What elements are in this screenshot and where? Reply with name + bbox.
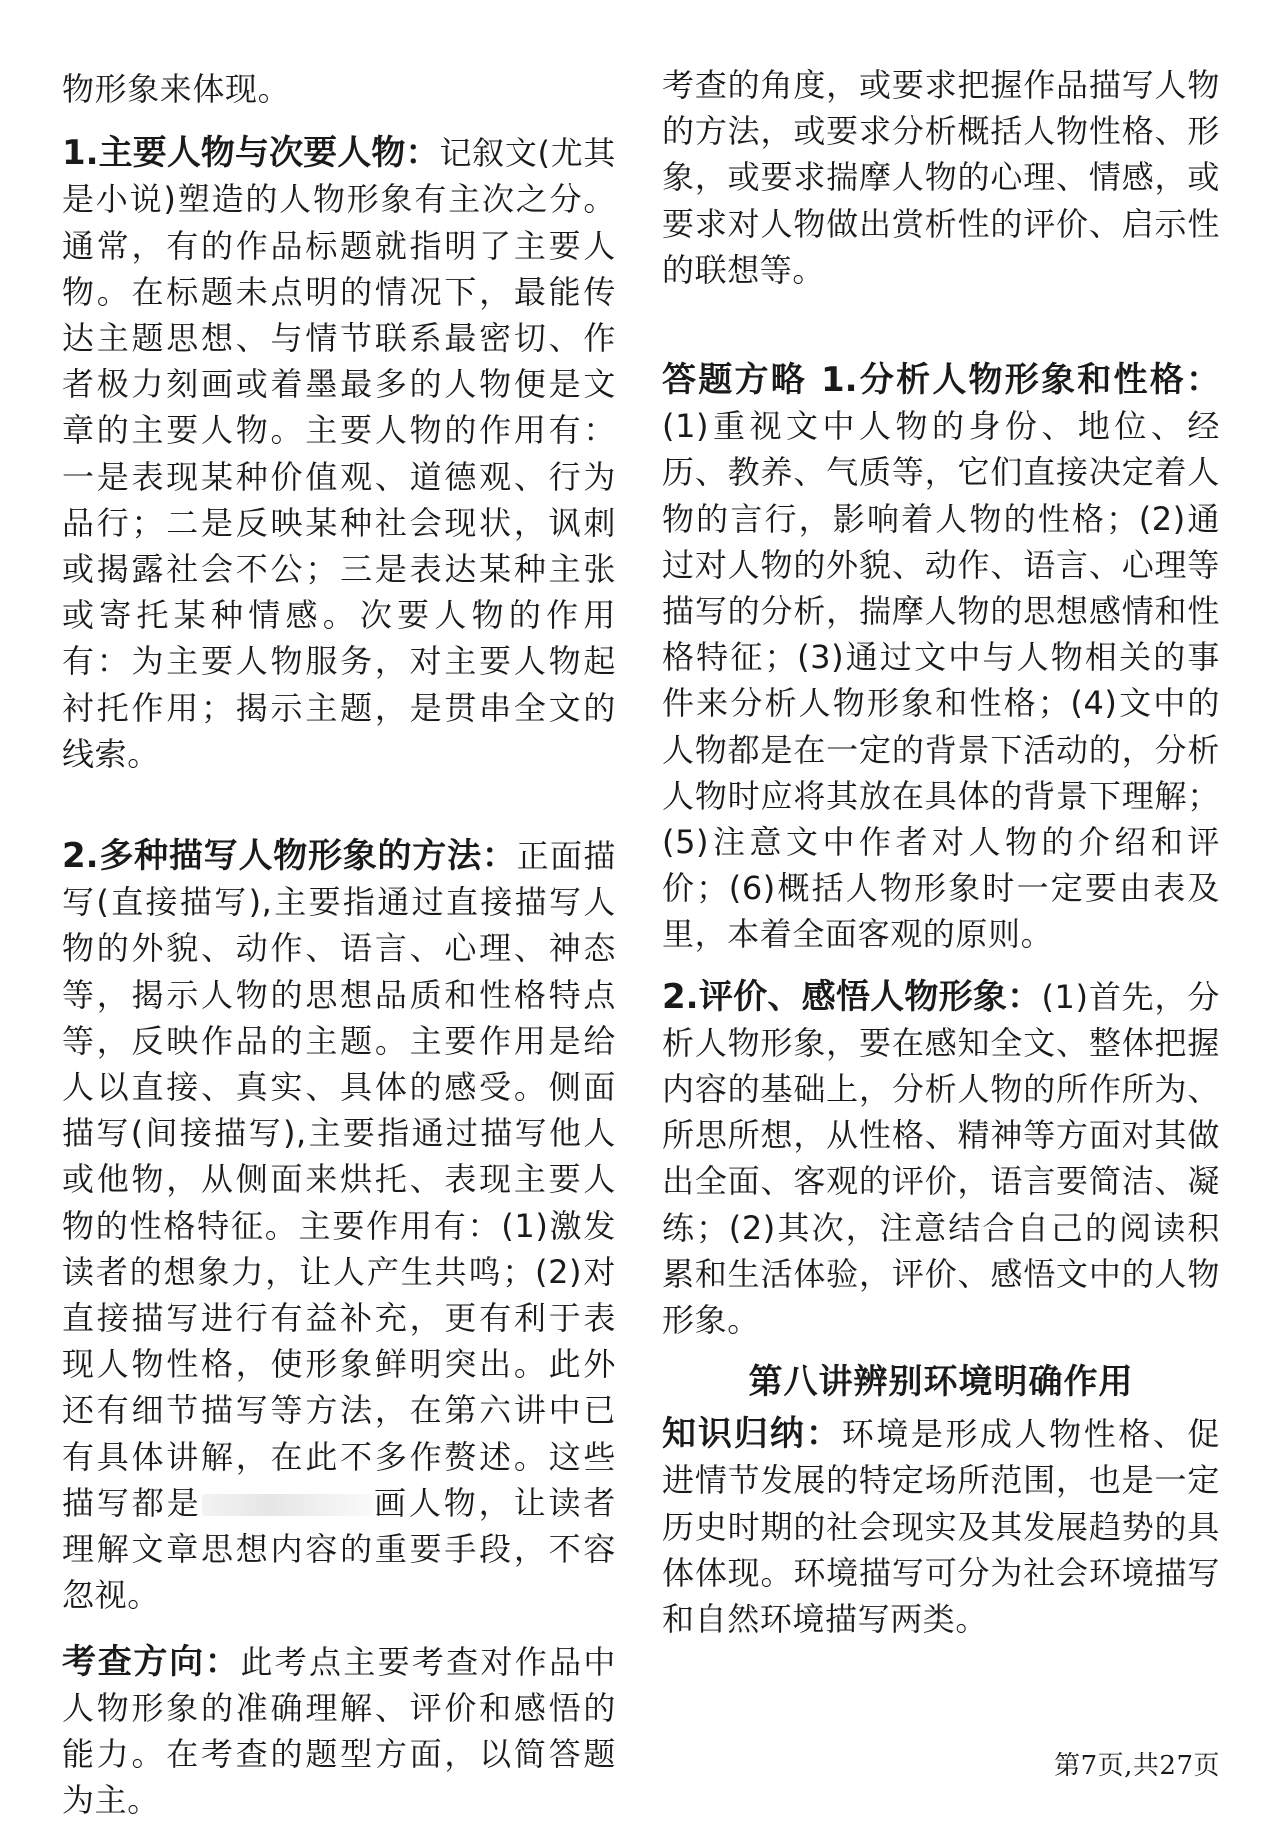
section-heading-knowledge: 知识归纳： (662, 1414, 842, 1454)
section-body-main-secondary: 记叙文(尤其是小说)塑造的人物形象有主次之分。通常，有的作品标题就指明了主要人物。在标题未点明的情况下，最能传达主题思想、与情节联系最密切、作者极力刻画或着墨最多的人物便是文章的主要人物。主要人物的作用有：一是表现某种价值观、道德观、行为品行；二是反映某种社会现状，讽刺或揭露社会不公；三是表达某种主张或寄托某种情感。次要人物的作用有：为主要人物服务，对主要人物起衬托作用；揭示主题，是贯串全文的线索。 (62, 134, 616, 773)
section-description-methods (62, 833, 616, 1618)
section-heading-main-secondary: 1.主要人物与次要人物： (62, 133, 440, 173)
section-body-methods-a: 正面描写(直接描写),主要指通过直接描写人物的外貌、动作、语言、心理、神态等，揭示人物的思想品质和性格特点等，反映作品的主题。主要作用是给人以直接、真实、具体的感受。侧面描写(间接描写),主要指通过描写他人或他物，从侧面来烘托、表现主要人物的性格特征。主要作用有：(1)激发读者的想象力，让人产生共鸣；(2)对直接描写进行有益补充，更有利于表现人物性格，使形象鲜明突出。此外还有细节描写等方法，在第六讲中已有具体讲解，在此不多作赘述。这些描写都是 (62, 837, 616, 1522)
section-knowledge-summary (662, 1411, 1220, 1642)
right-intro-paragraph: 考查的角度，或要求把握作品描写人物的方法，或要求分析概括人物性格、形象，或要求揣摩人物的心理、情感，或要求对人物做出赏析性的评价、启示性的联想等。 (662, 62, 1220, 293)
section-evaluate-characters (662, 974, 1220, 1344)
section-heading-answer-strategy: 答题方略 1.分析人物形象和性格： (662, 360, 1220, 400)
section-body-evaluate: (1)首先，分析人物形象，要在感知全文、整体把握内容的基础上，分析人物的所作所为、所思所想，从性格、精神等方面对其做出全面、客观的评价，语言要简洁、凝练；(2)其次，注意结合自己的阅读积累和生活体验，评价、感悟文中的人物形象。 (662, 978, 1220, 1339)
section-main-secondary-characters (62, 130, 616, 777)
left-intro-paragraph: 物形象来体现。 (62, 66, 616, 112)
section-heading-methods: 2.多种描写人物形象的方法： (62, 836, 517, 876)
section-body-knowledge: 环境是形成人物性格、促进情节发展的特定场所范围，也是一定历史时期的社会现实及其发展趋势的具体体现。环境描写可分为社会环境描写和自然环境描写两类。 (662, 1415, 1220, 1638)
section-heading-evaluate: 2.评价、感悟人物形象： (662, 977, 1041, 1017)
section-heading-exam-direction: 考查方向： (62, 1642, 240, 1682)
section-answer-strategy (662, 357, 1220, 958)
section-body-methods-b: 画人物，让读者理解文章思想内容的重要手段，不容忽视。 (62, 1484, 616, 1614)
section-body-answer-strategy: (1)重视文中人物的身份、地位、经历、教养、气质等，它们直接决定着人物的言行，影响着人物的性格；(2)通过对人物的外貌、动作、语言、心理等描写的分析，揣摩人物的思想感情和性格特征；(3)通过文中与人物相关的事件来分析人物形象和性格；(4)文中的人物都是在一定的背景下活动的，分析人物时应将其放在具体的背景下理解；(5)注意文中作者对人物的介绍和评价；(6)概括人物形象时一定要由表及里，本着全面客观的原则。 (662, 407, 1220, 953)
section-exam-direction (62, 1639, 616, 1823)
blurred-text-mark (202, 1494, 372, 1516)
page-indicator: 第7页,共27页 (1054, 1745, 1220, 1782)
right-column (662, 62, 1220, 1642)
left-column (62, 66, 616, 1823)
lecture-title: 第八讲辨别环境明确作用 (662, 1359, 1220, 1405)
section-body-exam-direction: 此考点主要考查对作品中人物形象的准确理解、评价和感悟的能力。在考查的题型方面，以简答题为主。 (62, 1643, 616, 1820)
